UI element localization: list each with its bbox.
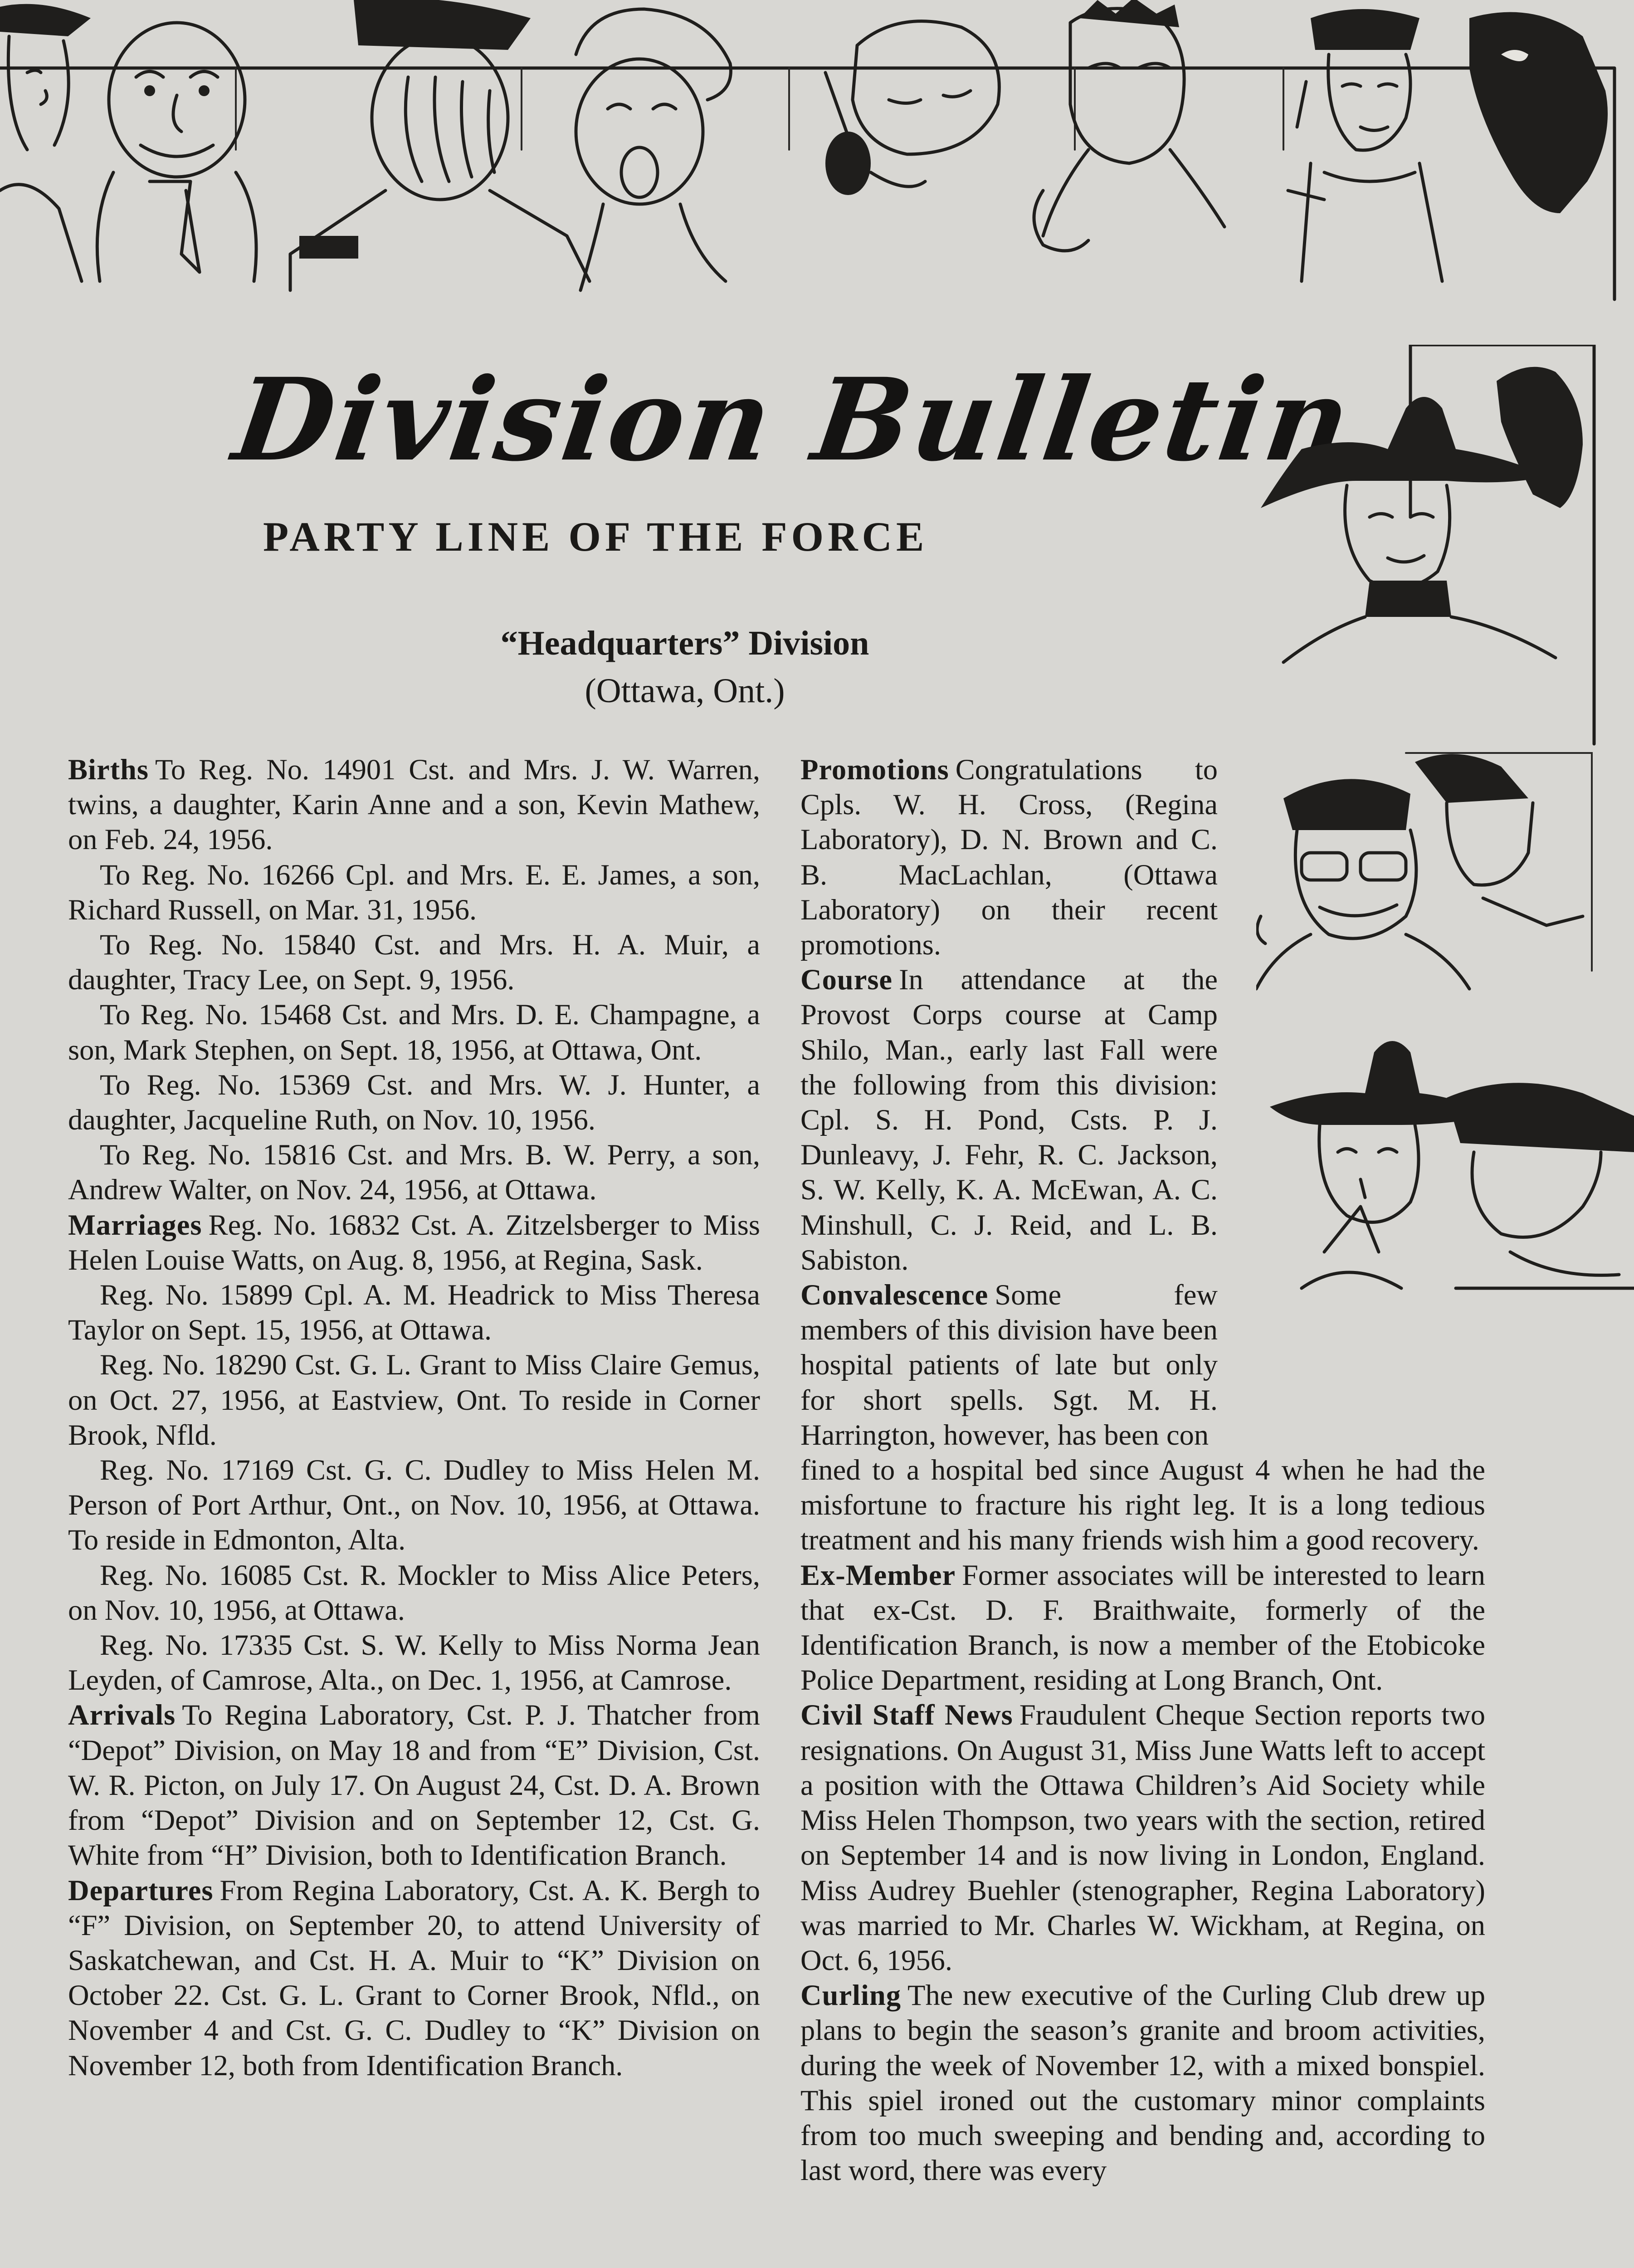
departures-section [68, 1873, 760, 2083]
marriages-entry: Reg. No. 18290 Cst. G. L. Grant to Miss Claire Gemus, on Oct. 27, 1956, at Eastview, Ont. To reside in Corner Brook, Nfld. [68, 1349, 760, 1451]
cartoon-face-grumpy-man [1034, 0, 1224, 251]
marriages-entry: Reg. No. 17335 Cst. S. W. Kelly to Miss Norma Jean Leyden, of Camrose, Alta., on Dec. 1, 1956, at Camrose. [68, 1629, 760, 1696]
right-column [800, 752, 1485, 2188]
marriages-entry: Reg. No. 17169 Cst. G. C. Dudley to Miss Helen M. Person of Port Arthur, Ont., on Nov. 10, 1956, at Ottawa. To reside in Edmonton, Alta. [68, 1454, 760, 1556]
convalescence-section [800, 1277, 1218, 1452]
arrivals-heading: Arrivals [68, 1699, 176, 1731]
births-entry: To Reg. No. 16266 Cpl. and Mrs. E. E. James, a son, Richard Russell, on Mar. 31, 1956. [68, 858, 760, 926]
cartoon-face-covered-eyes [290, 0, 590, 290]
cartoon-face-officer-left [0, 4, 91, 281]
arrivals-text: To Regina Laboratory, Cst. P. J. Thatcher from “Depot” Division, on May 18 and from “E” Division, Cst. W. R. Picton, on July 17. On August 24, Cst. D. A. Brown from “Depot” Division and on September 12, Cst. G. White from “H” Division, both to Identification Branch. [68, 1699, 760, 1872]
cartoon-face-worried-man [97, 23, 256, 281]
births-heading: Births [68, 753, 149, 786]
ex-member-heading: Ex-Member [800, 1559, 956, 1591]
marriages-entry: Reg. No. 16085 Cst. R. Mockler to Miss Alice Peters, on Nov. 10, 1956, at Ottawa. [68, 1559, 760, 1626]
cartoon-banner-illustration [0, 0, 1634, 318]
curling-heading: Curling [800, 1979, 902, 2012]
curling-section [800, 1978, 1485, 2188]
ex-member-section [800, 1558, 1485, 1698]
cartoon-face-officer-with-horse [1288, 9, 1608, 281]
arrivals-section [68, 1697, 760, 1872]
convalescence-continued: fined to a hospital bed since August 4 when he had the misfortune to fracture his right leg. It is a long tedious treatment and his many friends wish him a good recovery. [800, 1454, 1485, 1556]
births-entry: To Reg. No. 15369 Cst. and Mrs. W. J. Hunter, a daughter, Jacqueline Ruth, on Nov. 10, 1956. [68, 1068, 760, 1136]
marriages-entry: Reg. No. 15899 Cpl. A. M. Headrick to Miss Theresa Taylor on Sept. 15, 1956, at Ottawa. [68, 1279, 760, 1346]
masthead-title: Division Bulletin [226, 353, 1361, 486]
civil-staff-section [800, 1697, 1485, 1978]
convalescence-text: Some few members of this division have been hospital patients of late but only for short spells. Sgt. M. H. Harrington, however, has been con [800, 1279, 1218, 1451]
left-column [68, 752, 760, 2083]
marriages-entry [68, 1207, 760, 1277]
right-narrow-block [800, 752, 1218, 1452]
departures-text: From Regina Laboratory, Cst. A. K. Bergh to “F” Division, on September 20, to attend University of Saskatchewan, and Cst. H. A. Muir to “K” Division on October 22. Cst. G. L. Grant to Corner Brook, Nfld., on November 4 and Cst. G. C. Dudley to “K” Division on November 12, both from Identification Branch. [68, 1874, 760, 2082]
departures-heading: Departures [68, 1874, 214, 1906]
civil-staff-text: Fraudulent Cheque Section reports two resignations. On August 31, Miss June Watts left to accept a position with the Ottawa Children’s Aid Society while Miss Helen Thompson, two years with the section, retired on September 14 and is now living in London, England. Miss Audrey Buehler (stenographer, Regina Laboratory) was married to Mr. Charles W. Wickham, at Regina, on Oct. 6, 1956. [800, 1699, 1485, 1976]
ex-member-text: Former associates will be interested to learn that ex-Cst. D. F. Braithwaite, formerly of the Identification Branch, is now a member of the Etobicoke Police Department, residing at Long Branch, Ont. [800, 1559, 1485, 1696]
cartoon-mountie-with-horse [1261, 367, 1583, 662]
division-location: (Ottawa, Ont.) [585, 672, 785, 710]
births-text: To Reg. No. 14901 Cst. and Mrs. J. W. Warren, twins, a daughter, Karin Anne and a son, Kevin Mathew, on Feb. 24, 1956. [68, 753, 760, 856]
curling-text: The new executive of the Curling Club drew up plans to begin the season’s granite and broom activities, during the week of November 12, with a mixed bonspiel. This spiel ironed out the customary minor complaints from too much sweeping and bending and, according to last word, there was every [800, 1979, 1485, 2187]
cartoon-face-shouting-woman [576, 9, 731, 290]
births-entry: To Reg. No. 15840 Cst. and Mrs. H. A. Muir, a daughter, Tracy Lee, on Sept. 9, 1956. [68, 929, 760, 996]
births-entry: To Reg. No. 15468 Cst. and Mrs. D. E. Champagne, a son, Mark Stephen, on Sept. 18, 1956, at Ottawa, Ont. [68, 998, 760, 1066]
page-subtitle: PARTY LINE OF THE FORCE [263, 513, 928, 560]
cartoon-face-telephone-woman [825, 21, 999, 195]
births-entry [68, 752, 760, 857]
civil-staff-heading: Civil Staff News [800, 1699, 1013, 1731]
division-heading: “Headquarters” Division [500, 624, 869, 662]
births-entry: To Reg. No. 15816 Cst. and Mrs. B. W. Perry, a son, Andrew Walter, on Nov. 24, 1956, at Ottawa. [68, 1139, 760, 1206]
course-section [800, 962, 1218, 1277]
course-heading: Course [800, 963, 893, 996]
promotions-text: Congratulations to Cpls. W. H. Cross, (Regina Laboratory), D. N. Brown and C. B. MacLachlan, (Ottawa Laboratory) on their recent promotions. [800, 753, 1218, 961]
marriages-text: Reg. No. 16832 Cst. A. Zitzelsberger to Miss Helen Louise Watts, on Aug. 8, 1956, at Regina, Sask. [68, 1208, 760, 1276]
promotions-section [800, 752, 1218, 962]
promotions-heading: Promotions [800, 753, 949, 786]
marriages-heading: Marriages [68, 1208, 202, 1241]
course-text: In attendance at the Provost Corps course at Camp Shilo, Man., early last Fall were the following from this division: Cpl. S. H. Pond, Csts. P. J. Dunleavy, J. Fehr, R. C. Jackson, S. W. Kelly, K. A. McEwan, A. C. Minshull, C. J. Reid, and L. B. Sabiston. [800, 963, 1218, 1276]
convalescence-heading: Convalescence [800, 1279, 989, 1311]
